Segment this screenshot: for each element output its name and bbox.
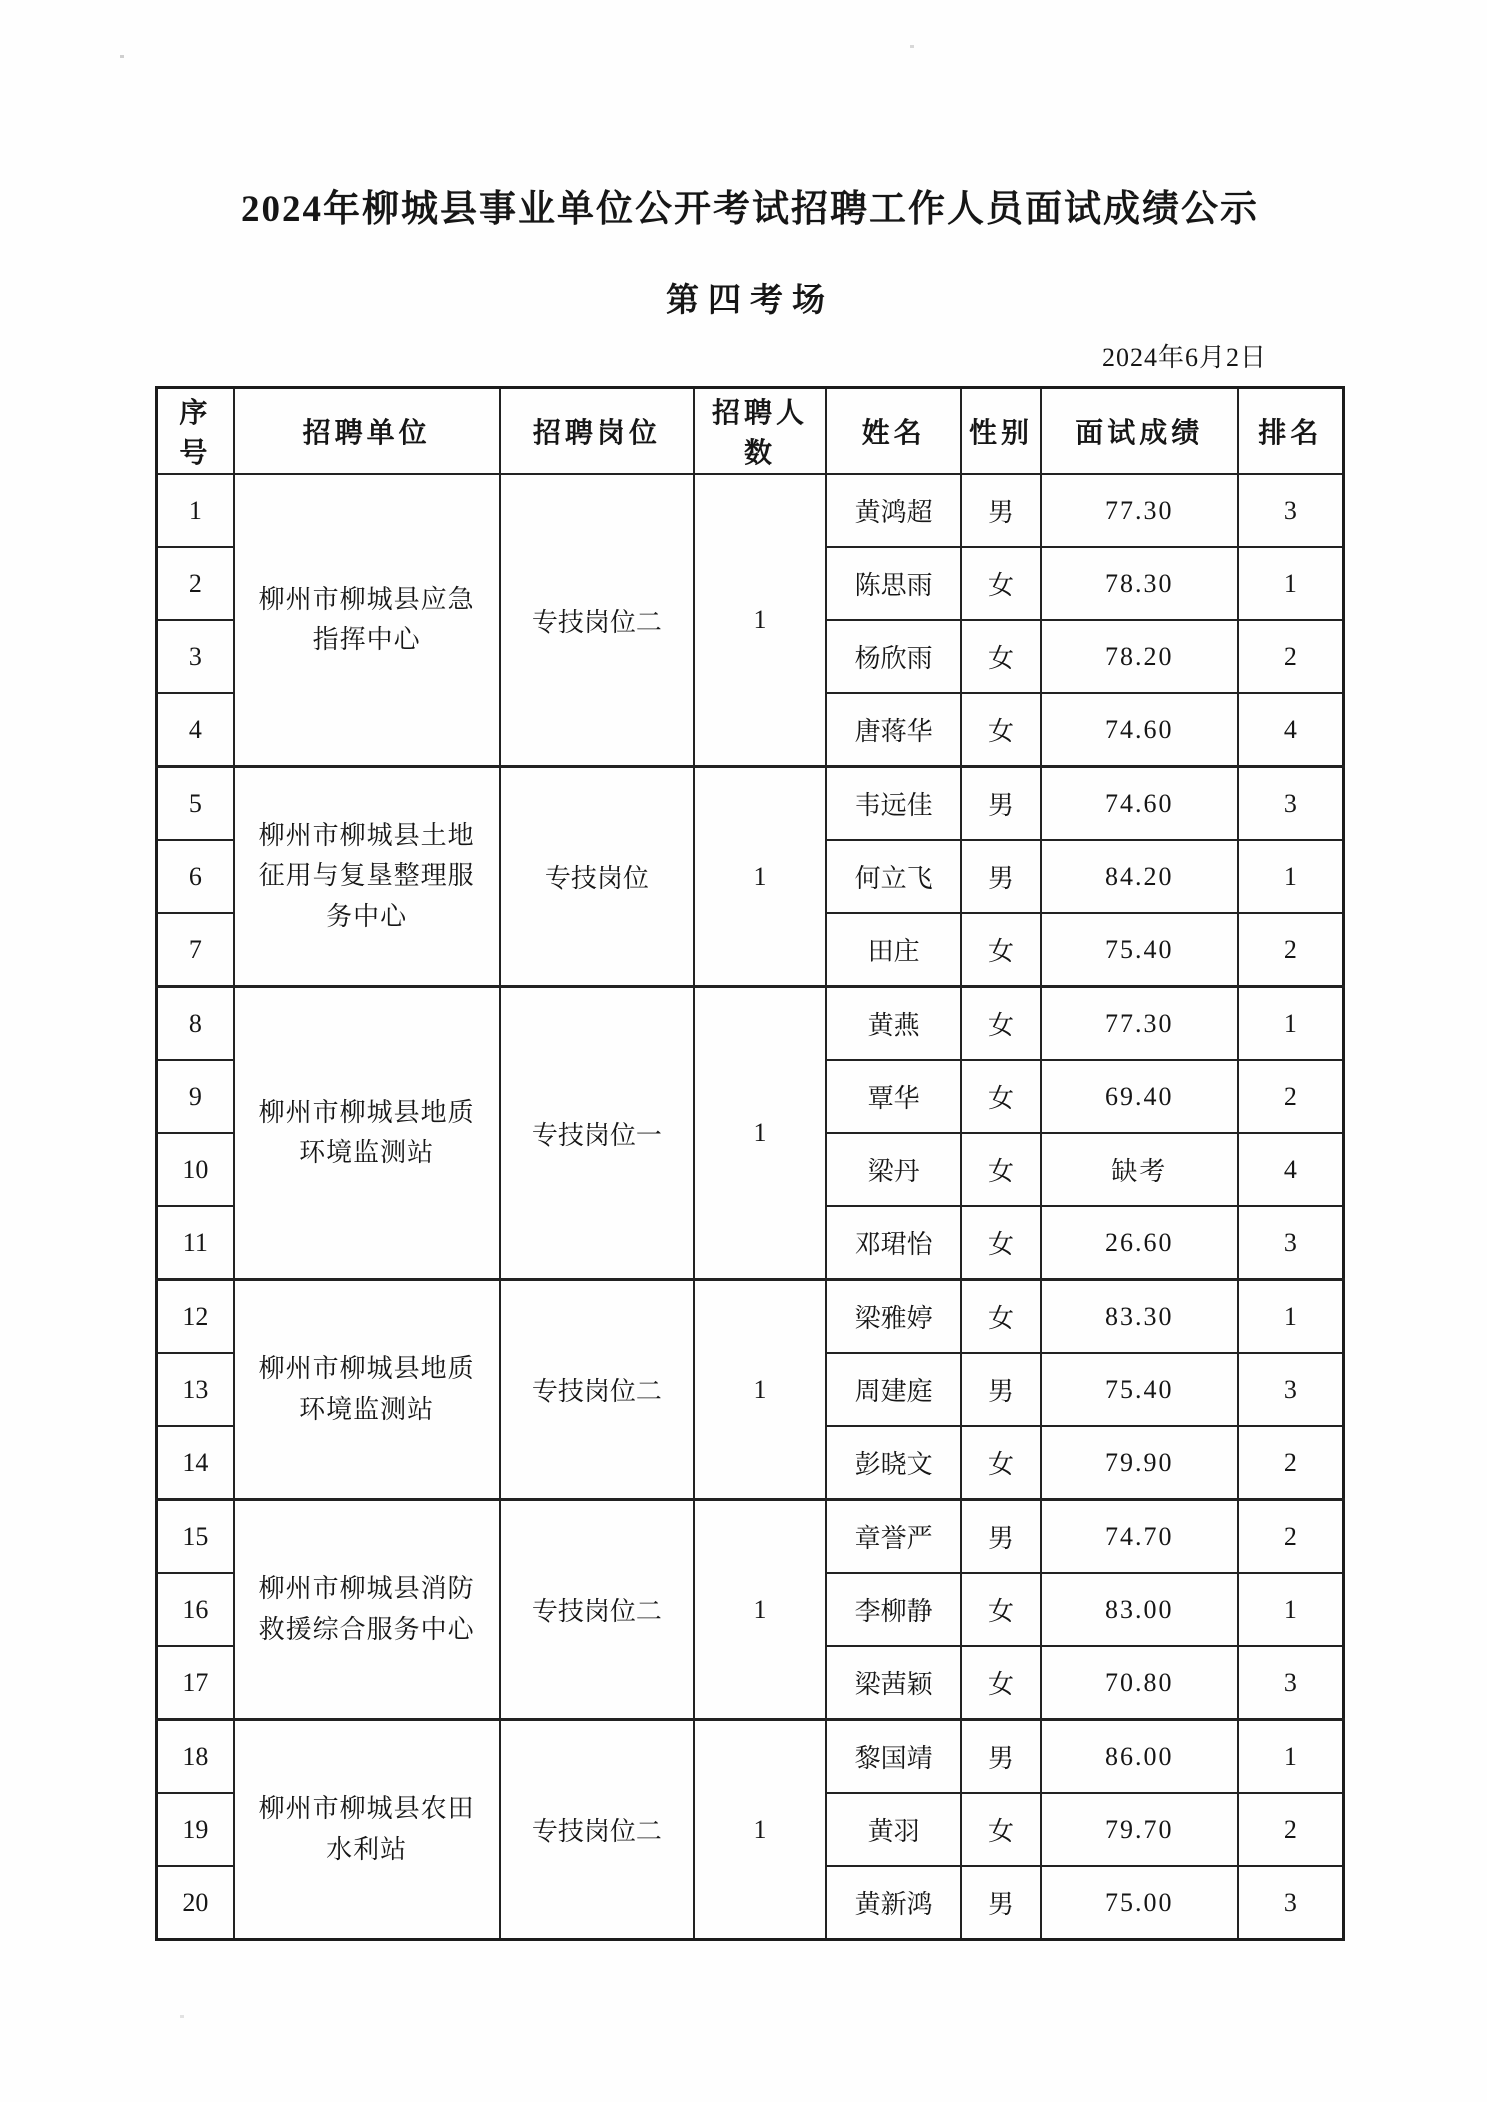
recruit-count-cell: 1: [694, 1720, 826, 1940]
name-cell: 陈思雨: [826, 547, 961, 620]
row-number-cell: 11: [157, 1206, 234, 1280]
position-cell: 专技岗位二: [500, 1720, 695, 1940]
gender-cell: 男: [961, 840, 1041, 913]
header-position: 招聘岗位: [500, 388, 695, 475]
gender-cell: 男: [961, 474, 1041, 547]
gender-cell: 女: [961, 547, 1041, 620]
score-cell: 74.60: [1041, 693, 1238, 767]
unit-cell: 柳州市柳城县应急指挥中心: [234, 474, 500, 767]
score-cell: 75.00: [1041, 1866, 1238, 1940]
row-number-cell: 1: [157, 474, 234, 547]
rank-cell: 1: [1238, 1720, 1344, 1794]
recruit-count-cell: 1: [694, 767, 826, 987]
gender-cell: 女: [961, 987, 1041, 1061]
position-cell: 专技岗位二: [500, 1280, 695, 1500]
row-number-cell: 19: [157, 1793, 234, 1866]
score-cell: 84.20: [1041, 840, 1238, 913]
rank-cell: 1: [1238, 987, 1344, 1061]
rank-cell: 3: [1238, 1866, 1344, 1940]
table-header: [157, 388, 1344, 475]
name-cell: 章誉严: [826, 1500, 961, 1574]
row-number-cell: 20: [157, 1866, 234, 1940]
table-row: [157, 1720, 1344, 1794]
table-row: [157, 987, 1344, 1061]
name-cell: 梁丹: [826, 1133, 961, 1206]
score-cell: 缺考: [1041, 1133, 1238, 1206]
name-cell: 梁茜颖: [826, 1646, 961, 1720]
gender-cell: 女: [961, 913, 1041, 987]
name-cell: 田庄: [826, 913, 961, 987]
score-cell: 77.30: [1041, 474, 1238, 547]
row-number-cell: 16: [157, 1573, 234, 1646]
name-cell: 杨欣雨: [826, 620, 961, 693]
row-number-cell: 9: [157, 1060, 234, 1133]
score-cell: 83.30: [1041, 1280, 1238, 1354]
rank-cell: 2: [1238, 1500, 1344, 1574]
name-cell: 梁雅婷: [826, 1280, 961, 1354]
score-cell: 75.40: [1041, 1353, 1238, 1426]
gender-cell: 女: [961, 1206, 1041, 1280]
name-cell: 黎国靖: [826, 1720, 961, 1794]
row-number-cell: 10: [157, 1133, 234, 1206]
recruit-count-cell: 1: [694, 1280, 826, 1500]
table-row: [157, 1280, 1344, 1354]
score-cell: 74.60: [1041, 767, 1238, 841]
score-cell: 83.00: [1041, 1573, 1238, 1646]
unit-cell: 柳州市柳城县地质环境监测站: [234, 987, 500, 1280]
name-cell: 黄燕: [826, 987, 961, 1061]
name-cell: 覃华: [826, 1060, 961, 1133]
unit-cell: 柳州市柳城县消防救援综合服务中心: [234, 1500, 500, 1720]
name-cell: 韦远佳: [826, 767, 961, 841]
score-cell: 79.70: [1041, 1793, 1238, 1866]
rank-cell: 3: [1238, 767, 1344, 841]
name-cell: 彭晓文: [826, 1426, 961, 1500]
position-cell: 专技岗位二: [500, 1500, 695, 1720]
name-cell: 唐蒋华: [826, 693, 961, 767]
header-recruit-count: 招聘人数: [694, 388, 826, 475]
gender-cell: 男: [961, 767, 1041, 841]
name-cell: 何立飞: [826, 840, 961, 913]
gender-cell: 女: [961, 1573, 1041, 1646]
table-row: [157, 1500, 1344, 1574]
gender-cell: 女: [961, 1133, 1041, 1206]
score-cell: 78.30: [1041, 547, 1238, 620]
recruit-count-cell: 1: [694, 1500, 826, 1720]
document-content: [155, 0, 1345, 1941]
header-row: [157, 388, 1344, 475]
row-number-cell: 12: [157, 1280, 234, 1354]
header-serial-number: 序号: [157, 388, 234, 475]
rank-cell: 3: [1238, 1646, 1344, 1720]
name-cell: 黄鸿超: [826, 474, 961, 547]
rank-cell: 2: [1238, 1793, 1344, 1866]
row-number-cell: 4: [157, 693, 234, 767]
row-number-cell: 3: [157, 620, 234, 693]
row-number-cell: 13: [157, 1353, 234, 1426]
score-cell: 78.20: [1041, 620, 1238, 693]
name-cell: 李柳静: [826, 1573, 961, 1646]
page-title: 2024年柳城县事业单位公开考试招聘工作人员面试成绩公示: [241, 189, 1259, 230]
score-cell: 74.70: [1041, 1500, 1238, 1574]
rank-cell: 2: [1238, 913, 1344, 987]
gender-cell: 女: [961, 620, 1041, 693]
gender-cell: 女: [961, 1060, 1041, 1133]
header-recruiting-unit: 招聘单位: [234, 388, 500, 475]
position-cell: 专技岗位一: [500, 987, 695, 1280]
name-cell: 周建庭: [826, 1353, 961, 1426]
score-cell: 77.30: [1041, 987, 1238, 1061]
gender-cell: 男: [961, 1866, 1041, 1940]
gender-cell: 男: [961, 1720, 1041, 1794]
header-name: 姓名: [826, 388, 961, 475]
row-number-cell: 2: [157, 547, 234, 620]
rank-cell: 4: [1238, 1133, 1344, 1206]
rank-cell: 2: [1238, 1060, 1344, 1133]
row-number-cell: 5: [157, 767, 234, 841]
score-cell: 26.60: [1041, 1206, 1238, 1280]
header-interview-score: 面试成绩: [1041, 388, 1238, 475]
unit-cell: 柳州市柳城县农田水利站: [234, 1720, 500, 1940]
rank-cell: 3: [1238, 1353, 1344, 1426]
exam-room-subtitle: 第四考场: [666, 283, 834, 319]
gender-cell: 女: [961, 1793, 1041, 1866]
row-number-cell: 7: [157, 913, 234, 987]
rank-cell: 1: [1238, 1573, 1344, 1646]
score-cell: 75.40: [1041, 913, 1238, 987]
unit-cell: 柳州市柳城县地质环境监测站: [234, 1280, 500, 1500]
rank-cell: 2: [1238, 620, 1344, 693]
position-cell: 专技岗位: [500, 767, 695, 987]
name-cell: 邓珺怡: [826, 1206, 961, 1280]
row-number-cell: 17: [157, 1646, 234, 1720]
score-cell: 86.00: [1041, 1720, 1238, 1794]
rank-cell: 1: [1238, 547, 1344, 620]
rank-cell: 4: [1238, 693, 1344, 767]
score-cell: 70.80: [1041, 1646, 1238, 1720]
name-cell: 黄羽: [826, 1793, 961, 1866]
row-number-cell: 14: [157, 1426, 234, 1500]
name-cell: 黄新鸿: [826, 1866, 961, 1940]
gender-cell: 女: [961, 1426, 1041, 1500]
score-cell: 79.90: [1041, 1426, 1238, 1500]
gender-cell: 男: [961, 1500, 1041, 1574]
table-row: [157, 767, 1344, 841]
interview-score-table: [155, 386, 1345, 1941]
header-rank: 排名: [1238, 388, 1344, 475]
date-label: 2024年6月2日: [1101, 343, 1267, 372]
unit-cell: 柳州市柳城县土地征用与复垦整理服务中心: [234, 767, 500, 987]
recruit-count-cell: 1: [694, 474, 826, 767]
row-number-cell: 6: [157, 840, 234, 913]
gender-cell: 女: [961, 693, 1041, 767]
table-row: [157, 474, 1344, 547]
rank-cell: 3: [1238, 1206, 1344, 1280]
recruit-count-cell: 1: [694, 987, 826, 1280]
table-body: [157, 474, 1344, 1940]
gender-cell: 女: [961, 1646, 1041, 1720]
header-gender: 性别: [961, 388, 1041, 475]
rank-cell: 1: [1238, 840, 1344, 913]
row-number-cell: 15: [157, 1500, 234, 1574]
rank-cell: 2: [1238, 1426, 1344, 1500]
gender-cell: 女: [961, 1280, 1041, 1354]
gender-cell: 男: [961, 1353, 1041, 1426]
row-number-cell: 8: [157, 987, 234, 1061]
rank-cell: 1: [1238, 1280, 1344, 1354]
position-cell: 专技岗位二: [500, 474, 695, 767]
rank-cell: 3: [1238, 474, 1344, 547]
row-number-cell: 18: [157, 1720, 234, 1794]
score-cell: 69.40: [1041, 1060, 1238, 1133]
